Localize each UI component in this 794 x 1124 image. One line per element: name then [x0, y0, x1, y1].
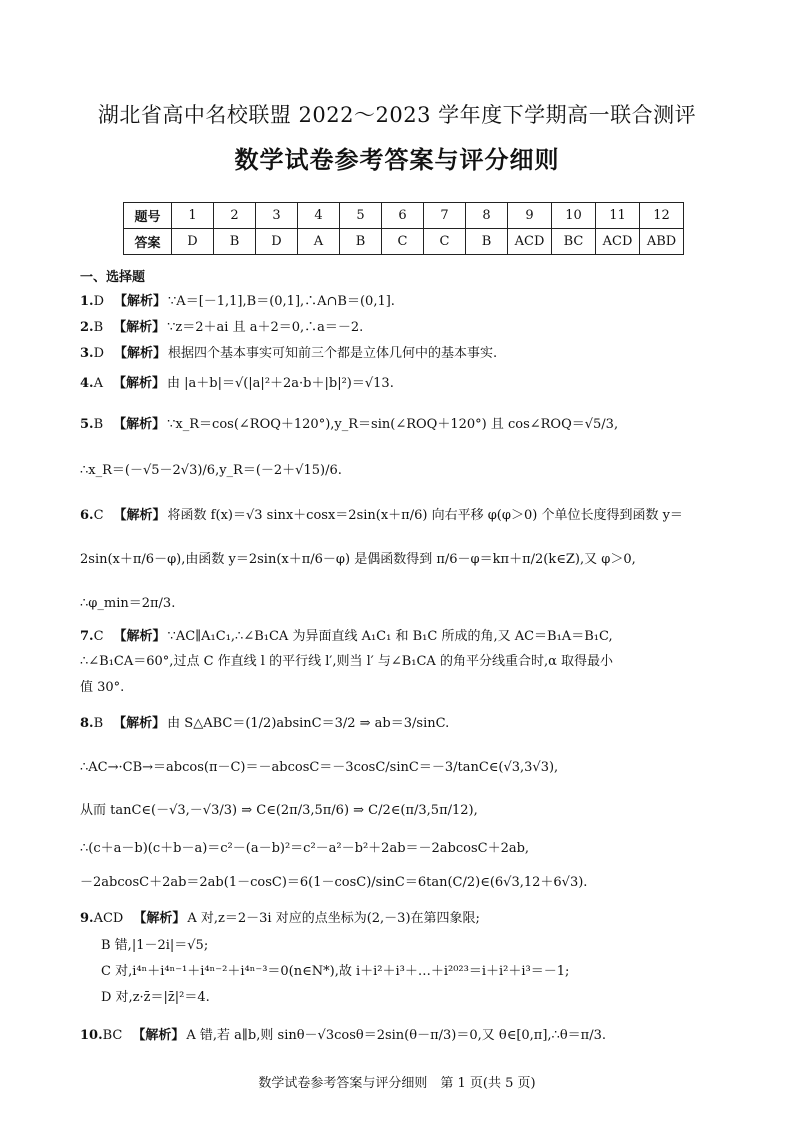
- item-answer: B: [93, 417, 104, 432]
- document-subtitle: 数学试卷参考答案与评分细则: [234, 145, 560, 174]
- analysis-tag: 【解析】: [133, 911, 186, 926]
- number-cell: 9: [508, 203, 552, 229]
- solution-line: ∴(c＋a－b)(c＋b－a)＝c²－(a－b)²＝c²－a²－b²＋2ab＝－2abcosC＋2ab,: [80, 841, 530, 856]
- answer-cell: ACD: [508, 229, 552, 255]
- solution-item-6: [80, 507, 683, 525]
- answer-cell: ACD: [596, 229, 640, 255]
- item-answer: ACD: [93, 911, 124, 926]
- solution-line: A 错,若 a∥b,则 sinθ－√3cosθ＝2sin(θ－π/3)＝0,又 θ∈[0,π],∴θ＝π/3.: [186, 1028, 606, 1043]
- answer-cell: B: [214, 229, 256, 255]
- analysis-tag: 【解析】: [114, 294, 167, 309]
- item-answer: B: [93, 716, 104, 731]
- item-number: 1.: [80, 294, 94, 309]
- solution-line: ∵AC∥A₁C₁,∴∠B₁CA 为异面直线 A₁C₁ 和 B₁C 所成的角,又 AC＝B₁A＝B₁C,: [167, 629, 613, 644]
- analysis-tag: 【解析】: [132, 1028, 185, 1043]
- page-footer: 数学试卷参考答案与评分细则 第 1 页(共 5 页): [258, 1076, 536, 1091]
- solution-line: C 对,i⁴ⁿ＋i⁴ⁿ⁻¹＋i⁴ⁿ⁻²＋i⁴ⁿ⁻³＝0(n∈N*),故 i＋i²＋i³＋…＋i²⁰²³＝i＋i²＋i³＝－1;: [101, 964, 570, 979]
- item-answer: D: [93, 346, 105, 361]
- answer-row-label: 答案: [124, 229, 172, 255]
- item-number: 10.: [80, 1028, 103, 1043]
- analysis-tag: 【解析】: [113, 716, 166, 731]
- item-answer: C: [93, 508, 104, 523]
- analysis-tag: 【解析】: [113, 508, 166, 523]
- solution-item-5: [80, 416, 618, 434]
- answer-cell: BC: [552, 229, 596, 255]
- item-number: 8.: [80, 716, 94, 731]
- solution-item-2: [80, 319, 363, 337]
- answer-cell: C: [424, 229, 466, 255]
- number-cell: 2: [214, 203, 256, 229]
- answer-cell: ABD: [640, 229, 684, 255]
- analysis-tag: 【解析】: [113, 320, 166, 335]
- solution-line: ∵z＝2＋ai 且 a＋2＝0,∴a＝－2.: [167, 320, 364, 335]
- solution-item-4: [80, 375, 394, 393]
- analysis-tag: 【解析】: [114, 346, 167, 361]
- solution-item-3: [80, 345, 497, 363]
- item-answer: D: [93, 294, 105, 309]
- section-title: 一、选择题: [80, 270, 146, 285]
- item-answer: BC: [102, 1028, 123, 1043]
- solution-line: ∵x_R＝cos(∠ROQ＋120°),y_R＝sin(∠ROQ＋120°) 且 cos∠ROQ＝√5/3,: [167, 417, 619, 432]
- answer-cell: D: [256, 229, 298, 255]
- number-cell: 5: [340, 203, 382, 229]
- item-number: 6.: [80, 508, 94, 523]
- number-row: [124, 203, 684, 229]
- solution-item-7: [80, 628, 613, 646]
- solution-line: 由 S△ABC＝(1/2)absinC＝3/2 ⇒ ab＝3/sinC.: [167, 716, 450, 731]
- answer-cell: B: [340, 229, 382, 255]
- number-cell: 12: [640, 203, 684, 229]
- solution-line: 从而 tanC∈(－√3,－√3/3) ⇒ C∈(2π/3,5π/6) ⇒ C/2∈(π/3,5π/12),: [80, 803, 478, 818]
- solution-line: 值 30°.: [80, 680, 125, 695]
- solution-line: 将函数 f(x)＝√3 sinx＋cosx＝2sin(x＋π/6) 向右平移 φ(φ＞0) 个单位长度得到函数 y＝: [167, 508, 683, 523]
- number-cell: 7: [424, 203, 466, 229]
- number-cell: 10: [552, 203, 596, 229]
- analysis-tag: 【解析】: [112, 376, 165, 391]
- number-cell: 4: [298, 203, 340, 229]
- answer-table: [123, 202, 684, 255]
- answer-cell: D: [172, 229, 214, 255]
- solution-item-9: [80, 910, 480, 928]
- solution-line: B 错,|1－2i|＝√5;: [101, 938, 209, 953]
- solution-item-1: [80, 293, 395, 311]
- solution-line: ∴∠B₁CA＝60°,过点 C 作直线 l 的平行线 l′,则当 l′ 与∠B₁CA 的角平分线重合时,α 取得最小: [80, 654, 613, 669]
- answer-cell: A: [298, 229, 340, 255]
- item-number: 9.: [80, 911, 94, 926]
- answer-row: [124, 229, 684, 255]
- analysis-tag: 【解析】: [113, 417, 166, 432]
- solution-item-8: [80, 715, 449, 733]
- number-cell: 1: [172, 203, 214, 229]
- solution-line: ∵A＝[－1,1],B＝(0,1],∴A∩B＝(0,1].: [168, 294, 395, 309]
- solution-line: A 对,z＝2－3i 对应的点坐标为(2,－3)在第四象限;: [187, 911, 480, 926]
- solution-line: ∴AC→·CB→＝abcos(π－C)＝－abcosC＝－3cosC/sinC＝－3/tanC∈(√3,3√3),: [80, 760, 559, 775]
- item-number: 2.: [80, 320, 94, 335]
- number-cell: 11: [596, 203, 640, 229]
- number-cell: 8: [466, 203, 508, 229]
- item-number: 5.: [80, 417, 94, 432]
- analysis-tag: 【解析】: [113, 629, 166, 644]
- item-answer: B: [93, 320, 104, 335]
- item-number: 4.: [80, 376, 94, 391]
- item-number: 3.: [80, 346, 94, 361]
- number-cell: 3: [256, 203, 298, 229]
- item-answer: C: [93, 629, 104, 644]
- answer-cell: B: [466, 229, 508, 255]
- solution-line: －2abcosC＋2ab＝2ab(1－cosC)＝6(1－cosC)/sinC＝6tan(C/2)∈(6√3,12＋6√3).: [80, 875, 588, 890]
- item-number: 7.: [80, 629, 94, 644]
- number-row-label: 题号: [124, 203, 172, 229]
- solution-line: D 对,z·z̄＝|z̄|²＝4.: [101, 990, 210, 1005]
- number-cell: 6: [382, 203, 424, 229]
- answer-cell: C: [382, 229, 424, 255]
- solution-line: 根据四个基本事实可知前三个都是立体几何中的基本事实.: [168, 346, 498, 361]
- solution-line: ∴x_R＝(－√5－2√3)/6,y_R＝(－2＋√15)/6.: [80, 463, 342, 478]
- solution-line: 由 |a＋b|＝√(|a|²＋2a·b＋|b|²)＝√13.: [166, 376, 394, 391]
- solution-line: 2sin(x＋π/6－φ),由函数 y＝2sin(x＋π/6－φ) 是偶函数得到 π/6－φ＝kπ＋π/2(k∈Z),又 φ＞0,: [80, 552, 636, 567]
- solution-item-10: [80, 1027, 606, 1045]
- document-title: 湖北省高中名校联盟 2022～2023 学年度下学期高一联合测评: [97, 103, 697, 127]
- solution-line: ∴φ_min＝2π/3.: [80, 596, 176, 611]
- item-answer: A: [93, 376, 103, 391]
